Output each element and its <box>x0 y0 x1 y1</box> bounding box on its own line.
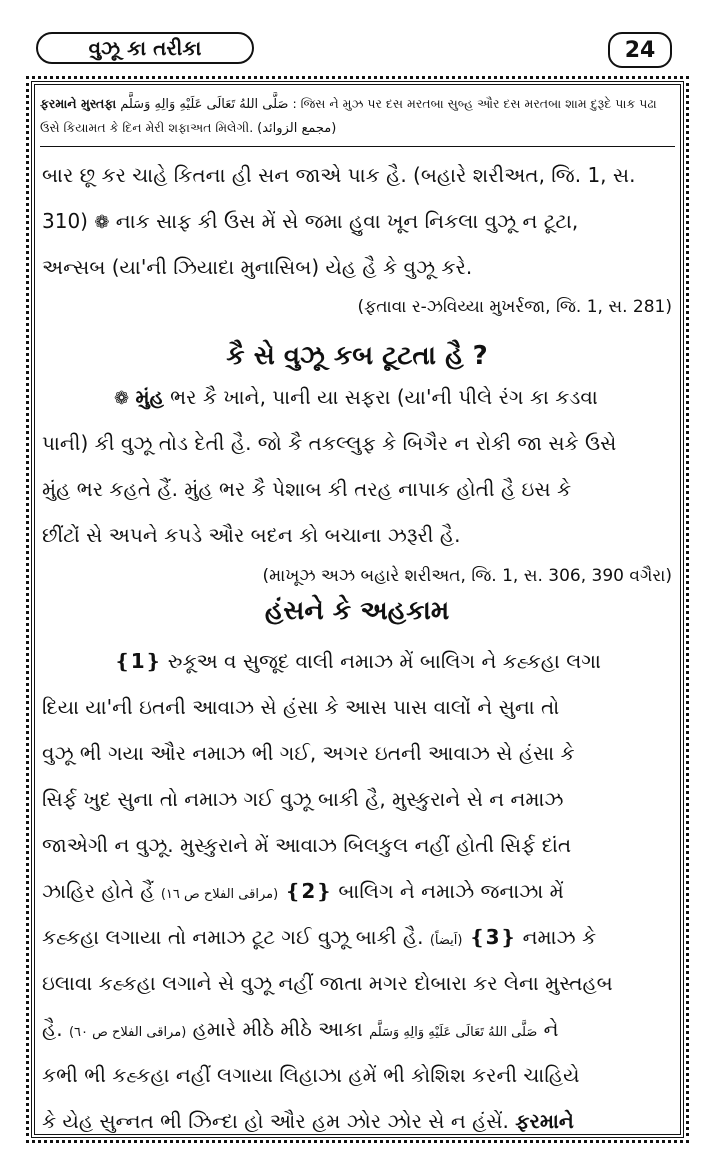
text-span: રુકૂઅ વ સુજૂદ વાલી નમાઝ મેં બાલિગ ને કહ્કહા લગા <box>167 649 601 673</box>
text-line: ઇલાવા કહ્કહા લગાને સે વુઝૂ નહીં જાતા મગર દોબારા કર લેના મુસ્તહબ <box>42 971 613 995</box>
text-span: કે યેહ સુન્નત ભી ઝિન્દા હો ઔર હમ ઝોર ઝોર સે ન હંસેં. <box>42 1109 509 1133</box>
text-line: જાએગી ન વુઝૂ. મુસ્કુરાને મેં આવાઝ બિલકુલ નહીં હોતી સિર્ફ દાંત <box>42 833 572 857</box>
salutation-arabic: صَلَّى اللهُ تَعَالَى عَلَيْهِ وَالِهِ وَسَلَّم <box>120 97 289 112</box>
hadith-line-1 <box>40 92 675 116</box>
arabic-reference: (مراقی الفلاح ص ٦٠) <box>68 1025 187 1040</box>
text-line: સિર્ફ ખુદ સુના તો નમાઝ ગઈ વુઝૂ બાકી હૈ, મુસ્કુરાને સે ન નમાઝ <box>42 787 564 811</box>
text-span: નાક સાફ કી ઉસ મેં સે જમા હુવા ખૂન નિકલા વુઝૂ ન ટૂટા, <box>115 209 579 233</box>
arabic-reference: (مراقی الفلاح ص ١٦) <box>160 887 279 902</box>
number-marker: ❴3❵ <box>468 925 517 949</box>
text-line: વુઝૂ ભી ગયા ઔર નમાઝ ભી ગઈ, અગર ઇતની આવાઝ સે હંસા કે <box>42 741 575 765</box>
text-span: કહ્કહા લગાયા તો નમાઝ ટૂટ ગઈ વુઝૂ બાકી હૈ. <box>42 925 424 949</box>
text-line: દિયા યા'ની ઇતની આવાઝ સે હંસા કે આસ પાસ વાલોં ને સુના તો <box>42 695 560 719</box>
hadith-box <box>40 92 675 142</box>
text-span: ભર કૈ ખાને, પાની યા સફરા (યા'ની પીલે રંગ કા કડવા <box>170 385 598 409</box>
text-span: ને <box>543 1017 559 1041</box>
text-line: પાની) કી વુઝૂ તોડ દેતી હૈ. જો કૈ તકલ્લુફ કે બિગૈર ન રોકી જા સકે ઉસે <box>42 431 617 455</box>
hadith-text-2: ઉસે કિયામત કે દિન મેરી શફાઅત મિલેગી. <box>40 120 254 135</box>
salutation-arabic: صَلَّى اللهُ تَعَالَى عَلَيْهِ وَالِهِ وَسَلَّم <box>369 1025 538 1040</box>
text-line <box>42 374 672 420</box>
hadith-divider <box>40 146 675 147</box>
section-heading: કૈ સે વુઝૂ કબ ટૂટતા હૈ ? <box>226 341 488 371</box>
flower-icon: ❁ <box>114 388 130 409</box>
hadith-line-2 <box>40 116 675 140</box>
text-line: મુંહ ભર કહતે હૈં. મુંહ ભર કૈ પેશાબ કી તરહ નાપાક હોતી હૈ ઇસ કે <box>42 477 572 501</box>
number-marker: ❴1❵ <box>114 649 162 673</box>
flower-icon: ❁ <box>94 212 110 233</box>
text-line <box>42 638 672 684</box>
header-title: વુઝૂ કા તરીકા <box>36 32 254 64</box>
text-line <box>42 1098 672 1144</box>
text-line: કભી ભી કહ્કહા નહીં લગાયા લિહાઝા હમેં ભી કોશિશ કરની ચાહિયે <box>42 1063 580 1087</box>
text-line: છીંટોં સે અપને કપડે ઔર બદન કો બચાના ઝરૂરી હૈ. <box>42 523 461 547</box>
text-line <box>42 1006 672 1052</box>
paragraph-3 <box>42 638 672 1144</box>
text-span: હૈ. <box>42 1017 63 1041</box>
text-span: હમારે મીઠે મીઠે આકા <box>192 1017 363 1041</box>
arabic-reference: (اَیضاً) <box>429 933 463 948</box>
text-line: અન્સબ (યા'ની ઝિયાદા મુનાસિબ) યેહ હૈ કે વુઝૂ કરે. <box>42 255 473 279</box>
text-line: બાર છૂ કર ચાહે કિતના હી સન જાએ પાક હૈ. (બહારે શરીઅત, જિ. 1, સ. <box>42 163 636 187</box>
hadith-reference: (مجمع الزوائد) <box>257 121 337 136</box>
text-span: મુંહ <box>135 385 164 409</box>
reference: (ફતાવા ર-ઝવિય્યા મુખર્રજા, જિ. 1, સ. 281) <box>357 297 672 317</box>
number-marker: ❴2❵ <box>284 879 332 903</box>
text-span: ફરમાને <box>515 1109 574 1133</box>
text-span: બાલિગ ને નમાઝે જનાઝા મેં <box>338 879 564 903</box>
text-line <box>42 868 672 914</box>
text-span: 310) <box>42 209 88 233</box>
reference: (માખૂઝ અઝ બહારે શરીઅત, જિ. 1, સ. 306, 390 વગૈરા) <box>262 566 672 586</box>
text-line <box>42 198 672 244</box>
text-span: નમાઝ કે <box>522 925 597 949</box>
paragraph-2 <box>42 374 672 594</box>
hadith-label: ફરમાને મુસ્તફા <box>40 96 117 111</box>
page-number: 24 <box>608 32 672 68</box>
text-line <box>42 914 672 960</box>
hadith-text: : જિસ ને મુઝ પર દસ મરતબા સુબ્હ ઔર દસ મરતબા શામ દુરૂદે પાક પઢા <box>292 96 657 111</box>
paragraph-1 <box>42 152 672 324</box>
text-span: ઝાહિર હોતે હૈં <box>42 879 155 903</box>
section-heading: હંસને કે અહકામ <box>264 596 450 626</box>
